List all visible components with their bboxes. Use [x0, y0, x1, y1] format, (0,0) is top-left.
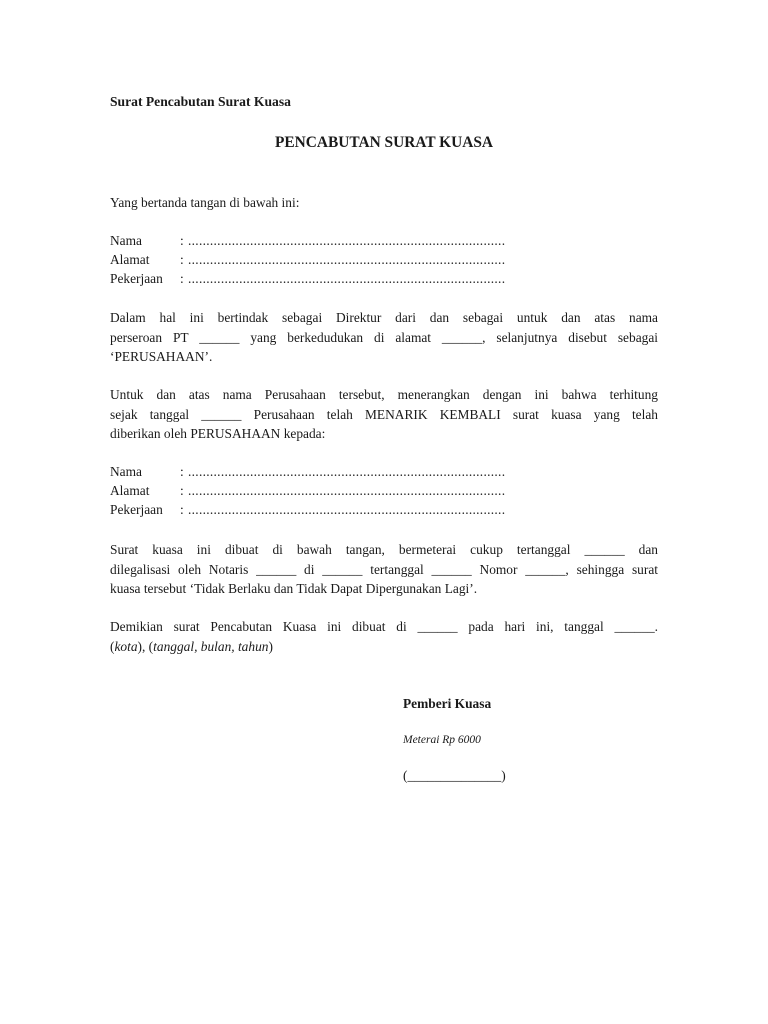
signature-name-placeholder: (______________)	[403, 768, 506, 783]
tanggal-placeholder: tanggal, bulan, tahun	[153, 638, 269, 654]
field-colon: :	[180, 271, 184, 286]
field-label: Pekerjaan	[110, 502, 163, 517]
paragraph-3	[110, 540, 658, 599]
document-title: PENCABUTAN SURAT KUASA	[274, 134, 494, 151]
paren-close: )	[268, 638, 273, 654]
paragraph-4	[110, 617, 658, 656]
field-row-pekerjaan	[110, 269, 505, 289]
field-label: Nama	[110, 233, 142, 248]
paren-open: (	[110, 638, 115, 654]
field-colon: :	[180, 252, 184, 267]
field-dots: .......................................................................................	[188, 464, 506, 479]
paragraph-line: perseroan PT ______ yang berkedudukan di alamat ______, selanjutnya disebut sebagai	[110, 329, 658, 345]
paragraph-line: Demikian surat Pencabutan Kuasa ini dibuat di ______ pada hari ini, tanggal ______.	[110, 619, 658, 634]
field-row-alamat	[110, 250, 505, 270]
field-colon: :	[180, 464, 184, 479]
kota-placeholder: kota	[114, 638, 138, 654]
field-label: Nama	[110, 464, 142, 479]
field-dots: .......................................................................................	[188, 271, 506, 286]
field-dots: .......................................................................................	[188, 483, 506, 498]
paragraph-line: kuasa tersebut ‘Tidak Berlaku dan Tidak Dapat Dipergunakan Lagi’.	[110, 581, 478, 596]
field-label: Alamat	[110, 252, 150, 267]
paragraph-2	[110, 385, 658, 444]
paragraph-1	[110, 308, 658, 367]
paragraph-line	[110, 637, 658, 657]
field-dots: .......................................................................................	[188, 502, 506, 517]
paragraph-line: diberikan oleh PERUSAHAAN kepada:	[110, 426, 326, 441]
meterai-note: Meterai Rp 6000	[403, 734, 481, 746]
paragraph-line: Surat kuasa ini dibuat di bawah tangan, bermeterai cukup tertanggal ______ dan	[110, 542, 658, 557]
paragraph-line: Dalam hal ini bertindak sebagai Direktur dari dan sebagai untuk dan atas nama	[110, 310, 658, 325]
paragraph-line: ‘PERUSAHAAN’.	[110, 349, 213, 364]
field-dots: .......................................................................................	[188, 233, 506, 248]
field-row-nama	[110, 462, 505, 482]
field-label: Alamat	[110, 483, 150, 498]
intro-text: Yang bertanda tangan di bawah ini:	[110, 195, 300, 210]
paragraph-line: sejak tanggal ______ Perusahaan telah MENARIK KEMBALI surat kuasa yang telah	[110, 406, 658, 422]
paragraph-line: Untuk dan atas nama Perusahaan tersebut, menerangkan dengan ini bahwa terhitung	[110, 387, 658, 402]
field-colon: :	[180, 483, 184, 498]
field-dots: .......................................................................................	[188, 252, 506, 267]
paren-mid: ), (	[137, 638, 154, 654]
field-row-pekerjaan	[110, 500, 505, 520]
document-label: Surat Pencabutan Surat Kuasa	[110, 94, 291, 109]
field-colon: :	[180, 233, 184, 248]
field-row-nama	[110, 231, 505, 251]
field-colon: :	[180, 502, 184, 517]
signature-title: Pemberi Kuasa	[403, 696, 492, 711]
field-label: Pekerjaan	[110, 271, 163, 286]
field-row-alamat	[110, 481, 505, 501]
paragraph-line: dilegalisasi oleh Notaris ______ di ______ tertanggal ______ Nomor ______, sehingga surat	[110, 561, 658, 577]
